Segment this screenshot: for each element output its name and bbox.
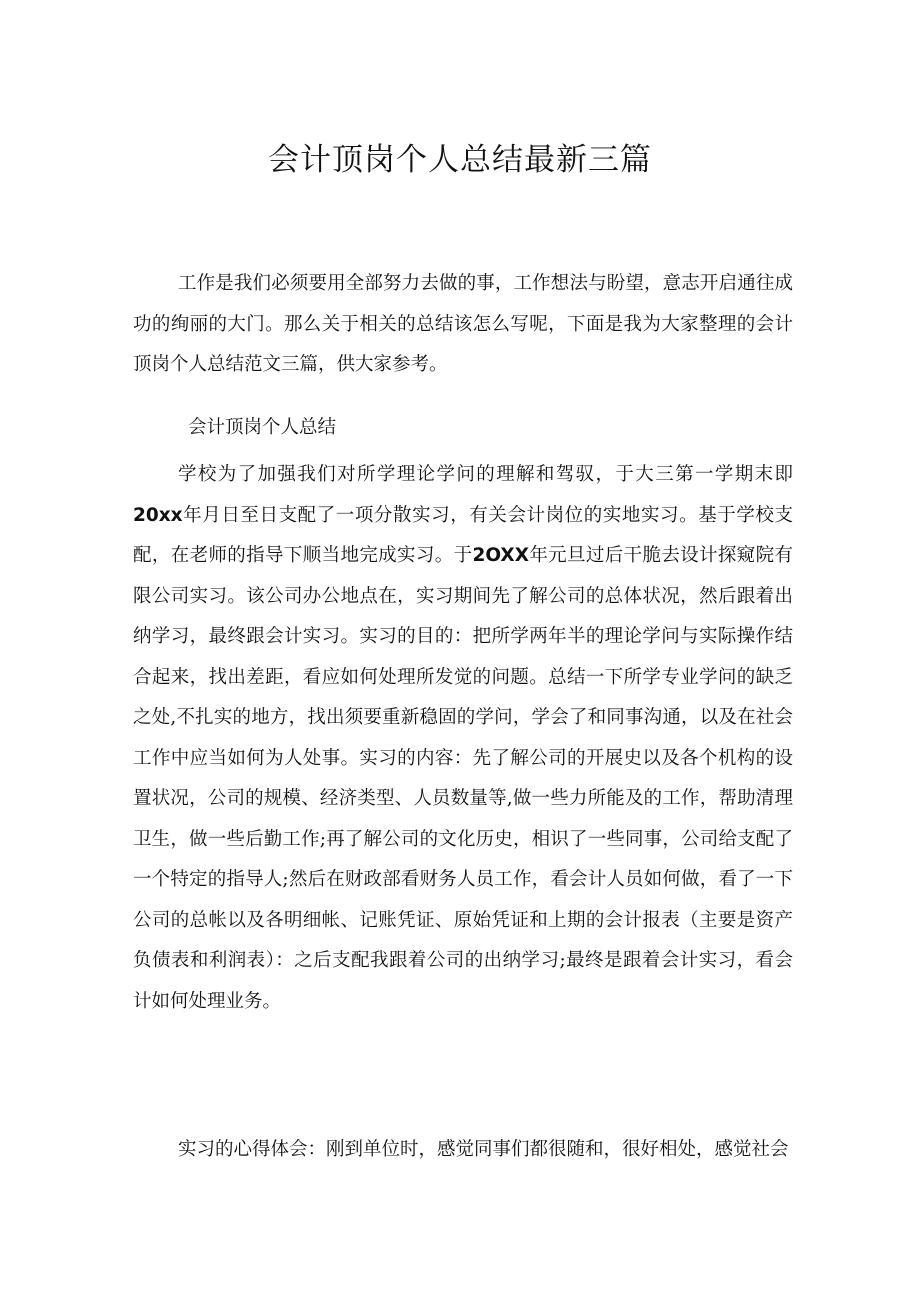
body-text-part-3: 年元旦过后干脆去设计探窥院有限公司实习。该公司办公地点在，实习期间先了解公司的总体状况，然后跟着出纳学习，最终跟会计实习。实习的目的：把所学两年半的理论学问与实际操作结合起来，找出差距，看应如何处理所发觉的问题。总结一下所学专业学问的缺乏之处,不扎实的地方，找出须要重新稳固的学问，学会了和同事沟通，以及在社会工作中应当如何为人处事。实习的内容：先了解公司的开展史以及各个机构的设置状况，公司的规模、经济类型、人员数量等,做一些力所能及的工作，帮助清理卫生，做一些后勤工作;再了解公司的文化历史，相识了一些同事，公司给支配了一个特定的指导人;然后在财政部看财务人员工作，看会计人员如何做，看了一下公司的总帐以及各明细帐、记账凭证、原始凭证和上期的会计报表（主要是资产负债表和利润表）：之后支配我跟着公司的出纳学习;最终是跟着会计实习，看会计如何处理业务。 bbox=[133, 545, 793, 1012]
body-paragraph bbox=[133, 455, 793, 1022]
year-text-2: 2OXX bbox=[472, 545, 529, 566]
document-title: 会计顶岗个人总结最新三篇 bbox=[268, 142, 652, 178]
year-text-1: 20xx bbox=[133, 504, 183, 526]
experience-paragraph: 实习的心得体会：刚到单位时，感觉同事们都很随和，很好相处，感觉社会 bbox=[178, 1139, 789, 1160]
body-text-part-1: 学校为了加强我们对所学理论学问的理解和驾驭，于大三第一学期末即 bbox=[178, 464, 793, 485]
section-heading: 会计顶岗个人总结 bbox=[188, 417, 337, 438]
intro-paragraph: 工作是我们必须要用全部努力去做的事，工作想法与盼望，意志开启通往成功的绚丽的大门。那么关于相关的总结该怎么写呢，下面是我为大家整理的会计顶岗个人总结范文三篇，供大家参考。 bbox=[133, 273, 793, 375]
body-text-part-2: 年月日至日支配了一项分散实习，有关会计岗位的实地实习。基于学校支配，在老师的指导下顺当地完成实习。于 bbox=[133, 504, 793, 566]
